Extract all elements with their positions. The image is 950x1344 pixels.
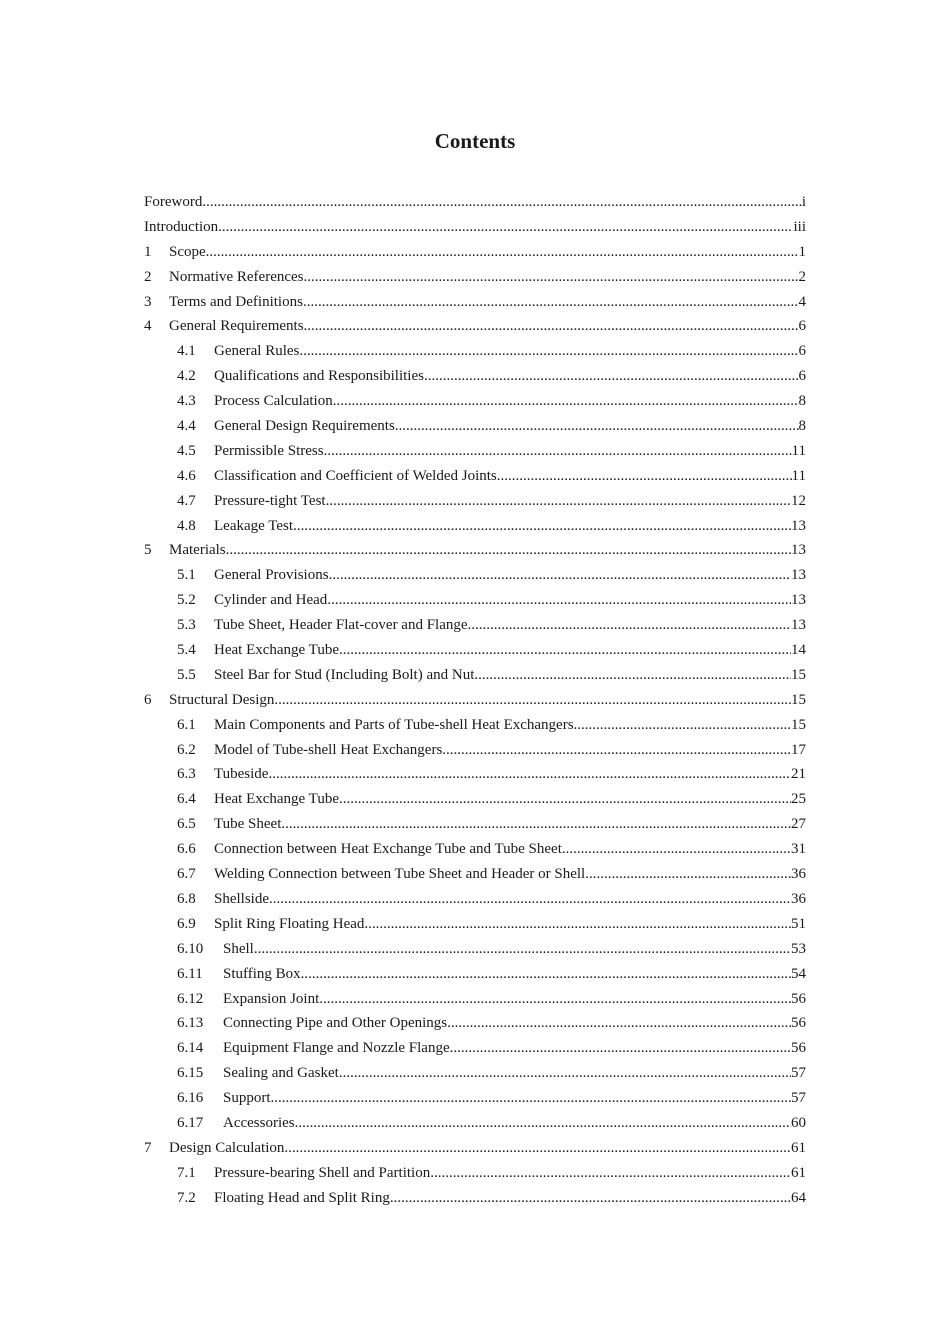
- toc-entry-number: 6.10: [177, 940, 204, 957]
- toc-entry-label: Split Ring Floating Head: [214, 915, 365, 932]
- toc-entry-number: 6.9: [177, 915, 196, 932]
- toc-entry-number: 2: [144, 268, 152, 285]
- toc-entry-number: 6.5: [177, 816, 196, 833]
- toc-leader-dots: [304, 316, 799, 336]
- toc-entry-page-number: 1: [798, 243, 806, 260]
- toc-leader-dots: [295, 1113, 791, 1133]
- toc-entry[interactable]: [144, 665, 806, 690]
- toc-entry[interactable]: [144, 341, 806, 366]
- toc-entry[interactable]: [144, 764, 806, 789]
- toc-entry-number: 6.13: [177, 1015, 204, 1032]
- toc-leader-dots: [271, 1088, 791, 1108]
- toc-entry-label: Introduction: [144, 218, 219, 235]
- toc-entry-label: Tube Sheet: [214, 816, 282, 833]
- toc-entry-page-number: 60: [791, 1114, 806, 1131]
- toc-entry-label: Materials: [169, 542, 226, 559]
- toc-leader-dots: [395, 416, 799, 436]
- toc-entry-number: 5.3: [177, 617, 196, 634]
- toc-entry-label: Accessories: [223, 1114, 295, 1131]
- toc-entry-label: Expansion Joint: [223, 990, 320, 1007]
- toc-leader-dots: [339, 1063, 791, 1083]
- toc-entry-number: 4.1: [177, 343, 196, 360]
- toc-entry-number: 4.8: [177, 517, 196, 534]
- toc-entry-page-number: 11: [791, 467, 806, 484]
- toc-leader-dots: [268, 764, 791, 784]
- toc-entry-number: 4: [144, 318, 152, 335]
- toc-entry-label: Foreword: [144, 194, 203, 210]
- toc-entry-label: General Design Requirements: [214, 418, 395, 435]
- toc-entry[interactable]: [144, 565, 806, 590]
- toc-entry-label: Pressure-bearing Shell and Partition: [214, 1164, 431, 1181]
- toc-entry-number: 6.8: [177, 890, 196, 907]
- toc-entry-number: 5: [144, 542, 152, 559]
- toc-leader-dots: [424, 366, 799, 386]
- toc-entry-number: 5.1: [177, 567, 196, 584]
- toc-leader-dots: [206, 242, 799, 262]
- toc-entry-label: Scope: [169, 243, 206, 260]
- toc-entry-label: Tube Sheet, Header Flat-cover and Flange: [214, 617, 468, 634]
- toc-leader-dots: [364, 914, 791, 934]
- toc-entry-page-number: 51: [791, 915, 806, 932]
- toc-entry-label: Sealing and Gasket: [223, 1065, 339, 1082]
- toc-entry[interactable]: [144, 416, 806, 441]
- toc-entry[interactable]: [144, 292, 806, 317]
- toc-entry-page-number: 61: [791, 1139, 806, 1156]
- toc-leader-dots: [299, 341, 798, 361]
- toc-entry[interactable]: [144, 640, 806, 665]
- toc-entry-number: 6: [144, 691, 152, 708]
- toc-leader-dots: [303, 292, 799, 312]
- toc-entry-page-number: 13: [791, 517, 806, 534]
- toc-entry[interactable]: [144, 615, 806, 640]
- page-title: Contents: [434, 129, 516, 153]
- toc-leader-dots: [269, 889, 791, 909]
- toc-entry[interactable]: [144, 466, 806, 491]
- toc-entry-page-number: 31: [791, 841, 806, 858]
- toc-entry[interactable]: [144, 491, 806, 516]
- toc-entry[interactable]: [144, 1038, 806, 1063]
- toc-entry-number: 6.16: [177, 1090, 204, 1107]
- toc-entry-label: General Provisions: [214, 567, 329, 584]
- toc-leader-dots: [226, 540, 791, 560]
- toc-entry-page-number: 36: [791, 890, 806, 907]
- toc-leader-dots: [327, 590, 791, 610]
- toc-entry-number: 4.2: [177, 368, 196, 385]
- toc-entry-page-number: 2: [798, 268, 806, 285]
- toc-entry-page-number: 53: [791, 940, 806, 957]
- toc-leader-dots: [319, 989, 791, 1009]
- toc-entry-label: Pressure-tight Test: [214, 492, 326, 509]
- toc-entry-label: Qualifications and Responsibilities: [214, 368, 424, 385]
- toc-entry[interactable]: [144, 814, 806, 839]
- toc-entry-page-number: 56: [791, 1040, 806, 1057]
- toc-leader-dots: [324, 441, 792, 461]
- toc-entry-page-number: 13: [791, 542, 806, 559]
- toc-leader-dots: [390, 1188, 791, 1208]
- toc-entry-label: Connecting Pipe and Other Openings: [223, 1015, 448, 1032]
- toc-entry-label: Heat Exchange Tube: [214, 642, 339, 659]
- toc-entry-label: Heat Exchange Tube: [214, 791, 339, 808]
- toc-entry[interactable]: [144, 1163, 806, 1188]
- toc-entry[interactable]: [144, 441, 806, 466]
- toc-entry-label: Model of Tube-shell Heat Exchangers: [214, 741, 443, 758]
- toc-entry-number: 7.2: [177, 1189, 196, 1206]
- toc-entry-number: 6.3: [177, 766, 196, 783]
- toc-leader-dots: [474, 665, 791, 685]
- toc-leader-dots: [293, 516, 791, 536]
- toc-entry-label: General Requirements: [169, 318, 304, 335]
- toc-entry-number: 6.15: [177, 1065, 204, 1082]
- toc-entry-label: Stuffing Box: [223, 965, 301, 982]
- toc-entry-number: 7: [144, 1139, 152, 1156]
- toc-entry[interactable]: [144, 1188, 806, 1213]
- toc-entry-page-number: 6: [798, 343, 806, 360]
- toc-leader-dots: [326, 491, 791, 511]
- toc-entry-label: Steel Bar for Stud (Including Bolt) and Nut: [214, 666, 475, 683]
- toc-entry-number: 4.7: [177, 492, 196, 509]
- toc-leader-dots: [329, 565, 791, 585]
- toc-entry-label: Support: [223, 1090, 271, 1107]
- toc-entry[interactable]: [144, 964, 806, 989]
- toc-entry[interactable]: [144, 192, 806, 217]
- toc-entry[interactable]: [144, 989, 806, 1014]
- toc-entry-page-number: iii: [793, 218, 806, 235]
- toc-leader-dots: [442, 740, 791, 760]
- toc-entry[interactable]: [144, 540, 806, 565]
- toc-entry[interactable]: [144, 939, 806, 964]
- toc-entry-page-number: 6: [798, 318, 806, 335]
- toc-entry-page-number: 11: [791, 442, 806, 459]
- toc-entry[interactable]: [144, 715, 806, 740]
- toc-leader-dots: [430, 1163, 791, 1183]
- toc-entry-page-number: 21: [791, 766, 806, 783]
- toc-entry-page-number: 13: [791, 592, 806, 609]
- toc-entry[interactable]: [144, 864, 806, 889]
- toc-entry-page-number: 6: [798, 368, 806, 385]
- toc-entry[interactable]: [144, 590, 806, 615]
- toc-entry-number: 7.1: [177, 1164, 196, 1181]
- toc-entry[interactable]: [144, 217, 806, 242]
- toc-leader-dots: [574, 715, 791, 735]
- toc-entry-page-number: 54: [791, 965, 806, 982]
- toc-entry-page-number: 15: [791, 716, 806, 733]
- toc-entry[interactable]: [144, 1063, 806, 1088]
- toc-leader-dots: [218, 217, 793, 237]
- toc-entry[interactable]: [144, 789, 806, 814]
- toc-entry-page-number: 13: [791, 567, 806, 584]
- toc-entry[interactable]: [144, 1013, 806, 1038]
- toc-entry-number: 5.5: [177, 666, 196, 683]
- toc-leader-dots: [284, 1138, 791, 1158]
- toc-entry-page-number: 56: [791, 1015, 806, 1032]
- toc-entry-page-number: 56: [791, 990, 806, 1007]
- toc-entry-page-number: 15: [791, 666, 806, 683]
- toc-entry[interactable]: [144, 914, 806, 939]
- toc-entry-label: Leakage Test: [214, 517, 294, 534]
- toc-entry-page-number: 64: [791, 1189, 806, 1206]
- toc-entry[interactable]: [144, 316, 806, 341]
- toc-leader-dots: [202, 192, 802, 212]
- toc-entry-number: 6.6: [177, 841, 196, 858]
- toc-entry-page-number: 61: [791, 1164, 806, 1181]
- toc-entry-page-number: 4: [798, 293, 806, 310]
- toc-leader-dots: [339, 640, 791, 660]
- toc-entry-page-number: 36: [791, 866, 806, 883]
- toc-entry-page-number: 14: [791, 642, 806, 659]
- toc-entry[interactable]: [144, 267, 806, 292]
- toc-entry[interactable]: [144, 740, 806, 765]
- toc-leader-dots: [585, 864, 791, 884]
- toc-leader-dots: [450, 1038, 791, 1058]
- toc-entry-number: 6.4: [177, 791, 196, 808]
- toc-leader-dots: [562, 839, 791, 859]
- toc-entry-label: Tubeside: [214, 766, 269, 783]
- toc-entry-label: Structural Design: [169, 691, 275, 708]
- toc-entry-label: Design Calculation: [169, 1139, 285, 1156]
- toc-entry[interactable]: [144, 1113, 806, 1138]
- toc-entry-number: 6.7: [177, 866, 196, 883]
- toc-entry-page-number: 57: [791, 1065, 806, 1082]
- toc-entry-label: Classification and Coefficient of Welded Joints: [214, 467, 497, 484]
- toc-leader-dots: [447, 1013, 791, 1033]
- toc-entry-number: 1: [144, 243, 152, 260]
- toc-entry-label: Equipment Flange and Nozzle Flange: [223, 1040, 450, 1057]
- toc-leader-dots: [497, 466, 792, 486]
- toc-entry-label: Shell: [223, 940, 254, 957]
- toc-entry-page-number: 13: [791, 617, 806, 634]
- toc-leader-dots: [339, 789, 791, 809]
- toc-entry-page-number: 27: [791, 816, 806, 833]
- toc-entry-label: General Rules: [214, 343, 300, 360]
- toc-entry-number: 4.3: [177, 393, 196, 410]
- toc-entry-page-number: i: [801, 194, 806, 210]
- toc-leader-dots: [333, 391, 799, 411]
- toc-entry-number: 5.2: [177, 592, 196, 609]
- toc-entry-page-number: 25: [791, 791, 806, 808]
- toc-entry-label: Floating Head and Split Ring: [214, 1189, 390, 1206]
- toc-entry[interactable]: [144, 366, 806, 391]
- toc-entry-page-number: 57: [791, 1090, 806, 1107]
- toc-entry-label: Main Components and Parts of Tube-shell Heat Exchangers: [214, 716, 574, 733]
- toc-entry-label: Shellside: [214, 890, 269, 907]
- toc-entry-number: 4.4: [177, 418, 196, 435]
- toc-entry-number: 6.2: [177, 741, 196, 758]
- toc-leader-dots: [254, 939, 791, 959]
- toc-entry-label: Welding Connection between Tube Sheet and Header or Shell: [214, 866, 586, 883]
- toc-entry[interactable]: [144, 1138, 806, 1163]
- toc-entry[interactable]: [144, 516, 806, 541]
- toc-entry[interactable]: [144, 1088, 806, 1113]
- toc-entry-number: 6.17: [177, 1114, 204, 1131]
- toc-entry[interactable]: [144, 690, 806, 715]
- table-of-contents: [144, 192, 806, 1213]
- toc-entry-page-number: 12: [791, 492, 806, 509]
- toc-entry-number: 6.1: [177, 716, 196, 733]
- toc-entry-label: Process Calculation: [214, 393, 333, 410]
- toc-entry-number: 6.12: [177, 990, 204, 1007]
- toc-entry-label: Connection between Heat Exchange Tube and Tube Sheet: [214, 841, 562, 858]
- toc-leader-dots: [274, 690, 791, 710]
- toc-entry-page-number: 17: [791, 741, 806, 758]
- toc-entry-number: 4.6: [177, 467, 196, 484]
- toc-entry[interactable]: [144, 839, 806, 864]
- toc-leader-dots: [304, 267, 799, 287]
- toc-entry-number: 5.4: [177, 642, 196, 659]
- toc-entry-label: Terms and Definitions: [169, 293, 303, 310]
- toc-leader-dots: [301, 964, 791, 984]
- toc-entry-label: Permissible Stress: [214, 442, 324, 459]
- toc-entry-number: 4.5: [177, 442, 196, 459]
- toc-entry-label: Normative References: [169, 268, 304, 285]
- toc-entry-label: Cylinder and Head: [214, 592, 328, 609]
- toc-leader-dots: [281, 814, 791, 834]
- toc-entry[interactable]: [144, 242, 806, 267]
- toc-entry-page-number: 8: [798, 418, 806, 435]
- toc-entry-page-number: 8: [798, 393, 806, 410]
- toc-entry-number: 6.14: [177, 1040, 204, 1057]
- toc-entry-number: 6.11: [177, 965, 203, 982]
- toc-leader-dots: [468, 615, 791, 635]
- toc-entry-number: 3: [144, 293, 152, 310]
- toc-entry-page-number: 15: [791, 691, 806, 708]
- toc-entry[interactable]: [144, 889, 806, 914]
- toc-entry[interactable]: [144, 391, 806, 416]
